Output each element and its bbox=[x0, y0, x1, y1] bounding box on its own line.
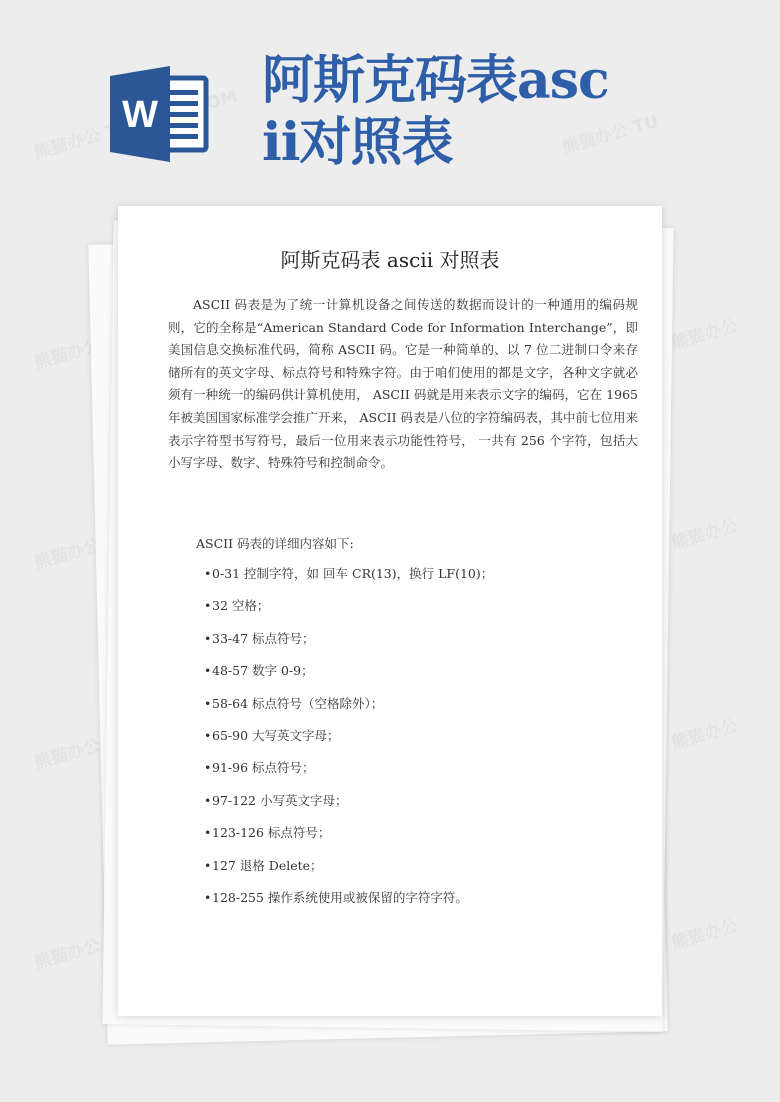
list-item-text: 91-96 标点符号； bbox=[212, 760, 315, 776]
list-item-text: 65-90 大写英文字母； bbox=[212, 727, 340, 743]
bullet-icon: • bbox=[204, 889, 212, 905]
bullet-icon: • bbox=[204, 598, 212, 614]
list-item-text: 127 退格 Delete； bbox=[212, 857, 323, 873]
list-item-text: 33-47 标点符号； bbox=[212, 630, 315, 646]
watermark bbox=[668, 911, 740, 954]
list-item bbox=[204, 791, 493, 823]
list-item-text: 58-64 标点符号（空格除外）； bbox=[212, 695, 384, 711]
hero-title: 阿斯克码表ascii对照表 bbox=[262, 50, 609, 173]
list-item bbox=[204, 856, 493, 888]
list-item-text: 0-31 控制字符，如 回车 CR(13)，换行 LF(10)； bbox=[212, 566, 494, 581]
bullet-icon: • bbox=[204, 566, 212, 581]
bullet-icon: • bbox=[204, 663, 212, 679]
details-heading: ASCII 码表的详细内容如下: bbox=[196, 536, 354, 551]
bullet-icon: • bbox=[204, 857, 212, 873]
bullet-icon: • bbox=[204, 630, 212, 646]
document-title: 阿斯克码表 ascii 对照表 bbox=[280, 248, 500, 272]
list-item bbox=[204, 661, 493, 693]
bullet-icon: • bbox=[204, 760, 212, 776]
watermark bbox=[668, 711, 740, 754]
list-item-text: 48-57 数字 0-9； bbox=[212, 663, 314, 679]
word-logo-letter: W bbox=[122, 94, 158, 136]
watermark bbox=[668, 511, 740, 554]
list-item-text: 32 空格； bbox=[212, 598, 270, 614]
list-item bbox=[204, 564, 493, 596]
ascii-range-list bbox=[204, 564, 493, 920]
list-item bbox=[204, 823, 493, 855]
word-logo-icon bbox=[108, 62, 212, 166]
bullet-icon: • bbox=[204, 792, 212, 808]
list-item-text: 128-255 操作系统使用或被保留的字符字符。 bbox=[212, 889, 468, 905]
bullet-icon: • bbox=[204, 825, 212, 841]
list-item bbox=[204, 726, 493, 758]
list-item bbox=[204, 694, 493, 726]
list-item bbox=[204, 758, 493, 790]
list-item-text: 97-122 小写英文字母； bbox=[212, 792, 348, 808]
bullet-icon: • bbox=[204, 727, 212, 743]
intro-paragraph: ASCII 码表是为了统一计算机设备之间传送的数据而设计的一种通用的编码规则，它的全称是“American Standard Code for Information Interchange”，即美国信息交换标准代码，简称 ASCII 码。它是一种简单的、以 7 位二进制口令来存储所有的英文字母、标点符号和特殊字符。由于咱们使用的都是文字，各种文字就必须有一种统一的编码供计算机使用， ASCII 码就是用来表示文字的编码，它在 1965 年被美国国家标准学会推广开来， ASCII 码表是八位的字符编码表，其中前七位用来表示字符型书写符号，最后一位用来表示功能性符号， 一共有 256 个字符，包括大小写字母、数字、特殊符号和控制命令。 bbox=[168, 297, 638, 471]
list-item bbox=[204, 629, 493, 661]
list-item-text: 123-126 标点符号； bbox=[212, 825, 331, 841]
list-item bbox=[204, 596, 493, 628]
document-page bbox=[118, 206, 662, 1016]
bullet-icon: • bbox=[204, 695, 212, 711]
list-item bbox=[204, 888, 493, 920]
watermark bbox=[668, 311, 740, 354]
